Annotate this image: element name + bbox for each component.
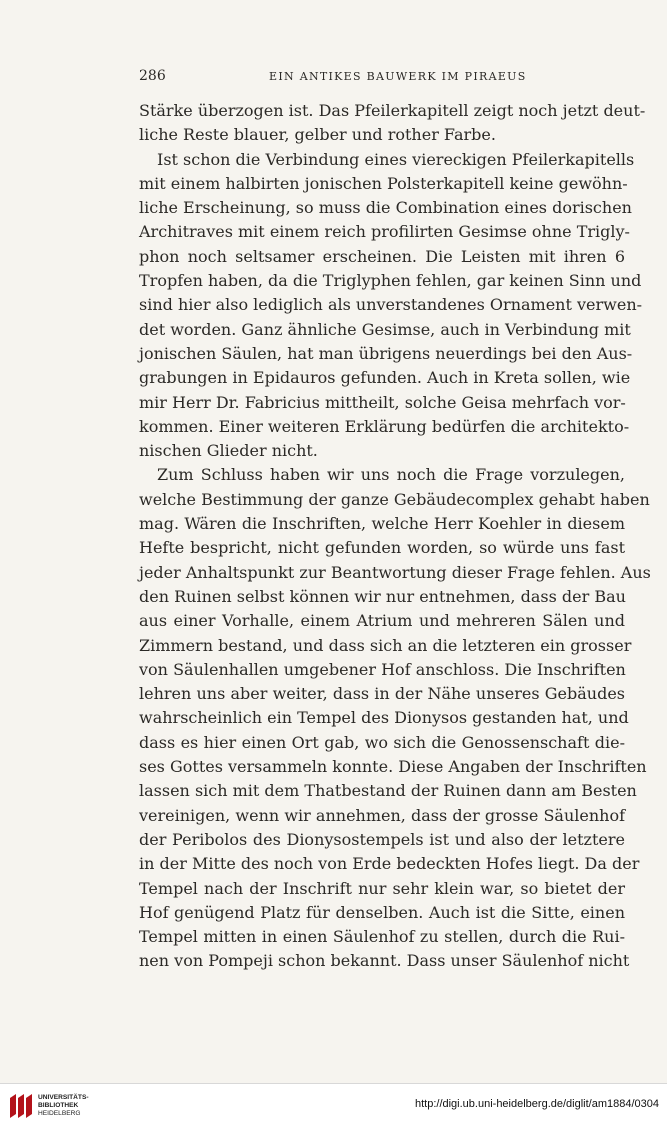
text-line: sind hier also lediglich als unverstandenes Ornament verwen- (139, 295, 643, 315)
text-line: mit einem halbirten jonischen Polsterkapitell keine gewöhn- (139, 173, 628, 193)
text-line: lehren uns aber weiter, dass in der Nähe unseres Gebäudes (139, 684, 625, 704)
text-line: Architraves mit einem reich profilirten Gesimse ohne Trigly- (139, 222, 630, 242)
text-line: Tempel nach der Inschrift nur sehr klein war, so bietet der (139, 878, 625, 898)
text-line: Hof genügend Platz für denselben. Auch ist die Sitte, einen (139, 902, 625, 922)
text-line: Zum Schluss haben wir uns noch die Frage vorzulegen, (157, 465, 625, 485)
text-line: liche Erscheinung, so muss die Combination eines dorischen (139, 198, 632, 218)
body-text (139, 99, 651, 974)
library-name-line: UNIVERSITÄTS- (38, 1094, 89, 1101)
text-line: Tropfen haben, da die Triglyphen fehlen, gar keinen Sinn und (139, 271, 642, 291)
text-line: mag. Wären die Inschriften, welche Herr Koehler in diesem (139, 514, 625, 534)
running-title: EIN ANTIKES BAUWERK IM PIRAEUS (269, 70, 527, 83)
page-header (139, 68, 625, 88)
text-line: vereinigen, wenn wir annehmen, dass der grosse Säulenhof (139, 805, 625, 825)
text-line: grabungen in Epidauros gefunden. Auch in Kreta sollen, wie (139, 368, 631, 388)
library-name-line: HEIDELBERG (38, 1110, 81, 1117)
text-line: in der Mitte des noch von Erde bedeckten Hofes liegt. Da der (139, 854, 640, 874)
text-line: den Ruinen selbst können wir nur entnehmen, dass der Bau (139, 586, 626, 606)
page-number: 286 (139, 68, 166, 84)
text-line: der Peribolos des Dionysostempels ist und also der letztere (139, 829, 625, 849)
text-line: von Säulenhallen umgebener Hof anschloss. Die Inschriften (139, 659, 626, 679)
text-line: kommen. Einer weiteren Erklärung bedürfen die architekto- (139, 416, 630, 436)
text-line: det worden. Ganz ähnliche Gesimse, auch in Verbindung mit (139, 319, 631, 339)
text-line: welche Bestimmung der ganze Gebäudecomplex gehabt haben (139, 489, 650, 509)
text-line: Ist schon die Verbindung eines viereckigen Pfeilerkapitells (157, 149, 635, 169)
text-line: jeder Anhaltspunkt zur Beantwortung dieser Frage fehlen. Aus (139, 562, 651, 582)
text-line: nischen Glieder nicht. (139, 441, 318, 461)
text-line: aus einer Vorhalle, einem Atrium und mehreren Sälen und (139, 611, 625, 631)
source-url-link[interactable]: http://digi.ub.uni-heidelberg.de/diglit/am1884/0304 (414, 1098, 659, 1110)
text-line: Hefte bespricht, nicht gefunden worden, so würde uns fast (139, 538, 625, 558)
library-name (38, 1094, 89, 1118)
library-name-line: BIBLIOTHEK (38, 1102, 79, 1109)
text-line: Zimmern bestand, und dass sich an die letzteren ein grosser (139, 635, 632, 655)
university-library-logo-icon (8, 1092, 34, 1120)
text-line: mir Herr Dr. Fabricius mittheilt, solche Geisa mehrfach vor- (139, 392, 626, 412)
text-line: phon noch seltsamer erscheinen. Die Leisten mit ihren 6 (139, 246, 625, 266)
text-line: jonischen Säulen, hat man übrigens neuerdings bei den Aus- (139, 343, 633, 363)
text-line: lassen sich mit dem Thatbestand der Ruinen dann am Besten (139, 781, 637, 801)
text-line: dass es hier einen Ort gab, wo sich die Genossenschaft die- (139, 732, 625, 752)
text-line: Tempel mitten in einen Säulenhof zu stellen, durch die Rui- (139, 927, 625, 947)
digitization-footer (0, 1083, 667, 1128)
text-line: ses Gottes versammeln konnte. Diese Angaben der Inschriften (139, 757, 647, 777)
text-line: nen von Pompeji schon bekannt. Dass unser Säulenhof nicht (139, 951, 630, 971)
text-line: wahrscheinlich ein Tempel des Dionysos gestanden hat, und (139, 708, 629, 728)
text-line: liche Reste blauer, gelber und rother Farbe. (139, 125, 496, 145)
text-line: Stärke überzogen ist. Das Pfeilerkapitell zeigt noch jetzt deut- (139, 101, 646, 120)
